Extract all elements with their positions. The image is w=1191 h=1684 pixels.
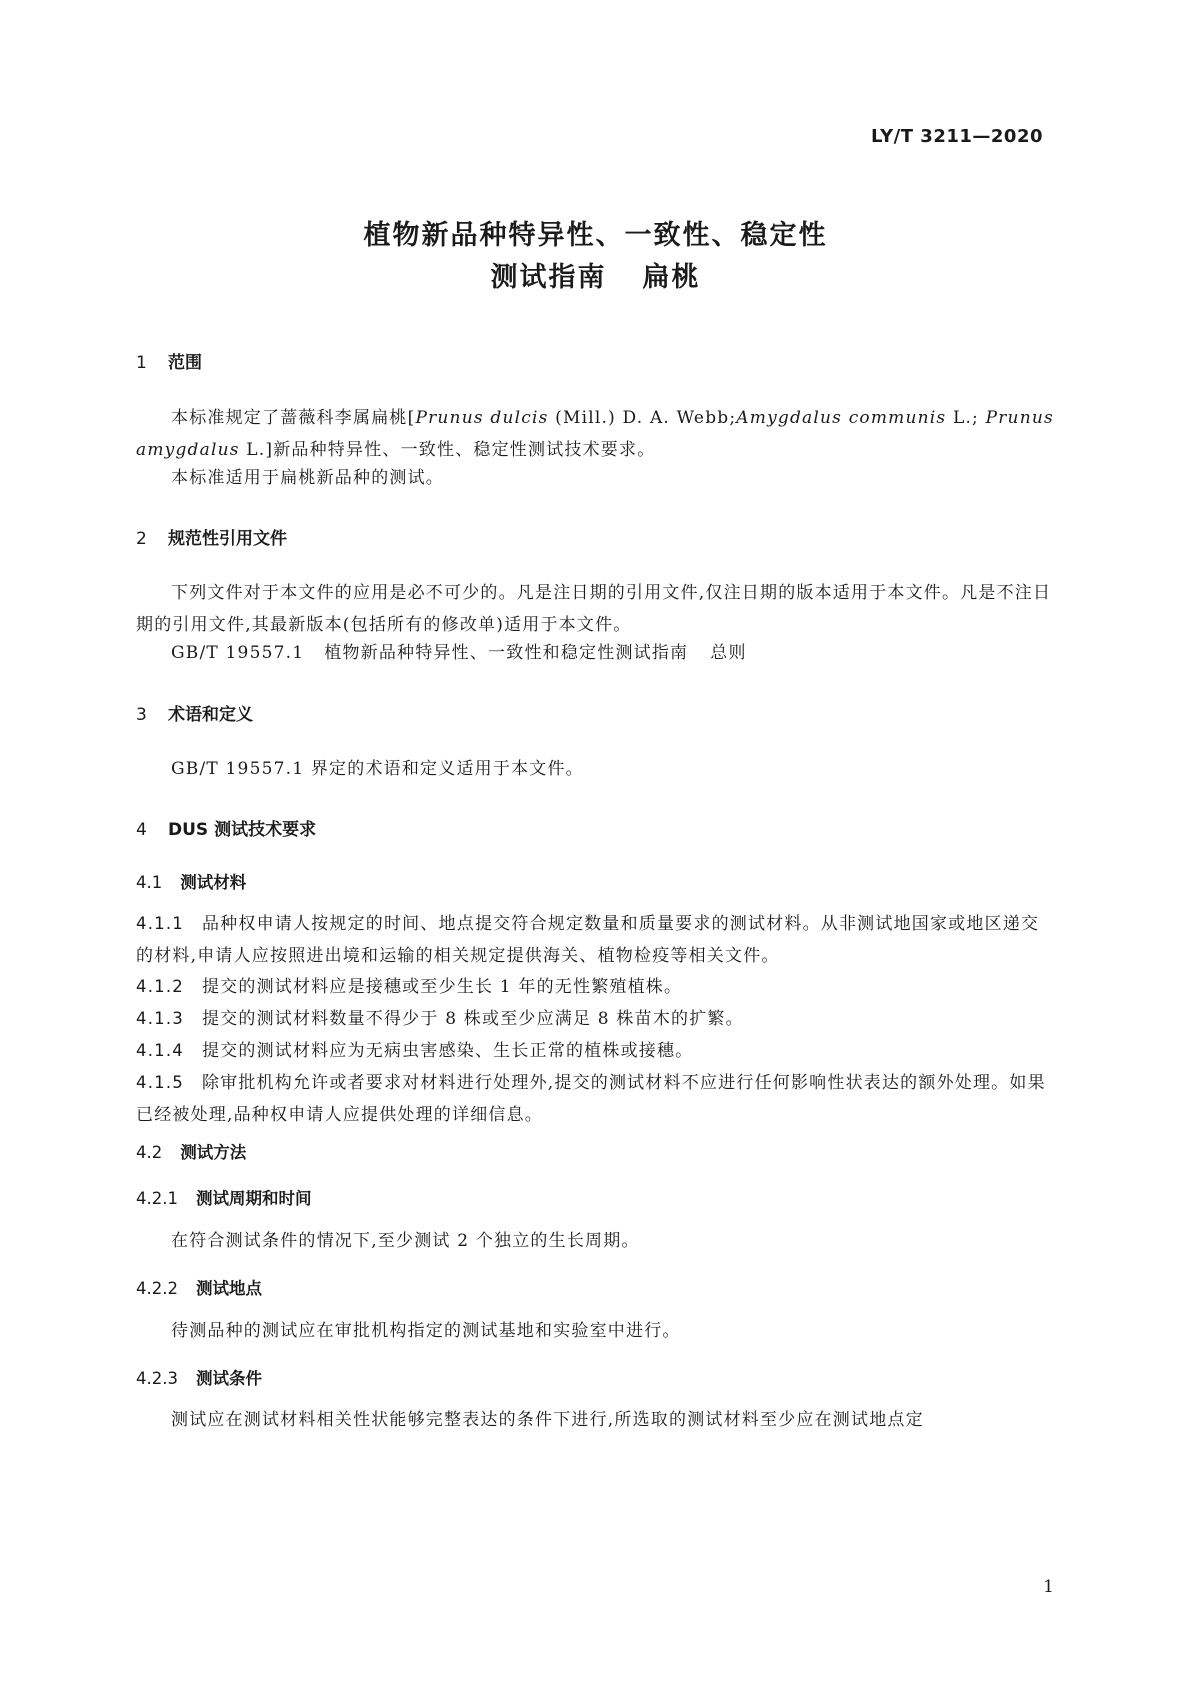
clause-number: 4.1.5	[136, 1073, 184, 1092]
section-title: 范围	[168, 353, 202, 373]
clause-number: 4.1.1	[136, 914, 184, 933]
clause-text: 除审批机构允许或者要求对材料进行处理外,提交的测试材料不应进行任何影响性状表达的额外处理。如果已经被处理,品种权申请人应提供处理的详细信息。	[136, 1073, 1046, 1125]
section-title: 测试周期和时间	[195, 1189, 312, 1208]
section-number: 4.2	[136, 1143, 163, 1162]
text-run: L.]新品种特异性、一致性、稳定性测试技术要求。	[239, 440, 656, 460]
title-part-species: 扁桃	[642, 262, 701, 293]
page-number: 1	[1043, 1577, 1054, 1597]
text-run: L.;	[946, 408, 979, 428]
section-3-paragraph-1: GB/T 19557.1 界定的术语和定义适用于本文件。	[171, 759, 584, 779]
clause-number: 4.1.4	[136, 1041, 184, 1060]
section-3-heading	[136, 700, 253, 725]
section-title: 规范性引用文件	[168, 529, 287, 549]
section-1-paragraph-2: 本标准适用于扁桃新品种的测试。	[171, 468, 444, 488]
section-title: 术语和定义	[168, 705, 253, 725]
standard-code: LY/T 3211—2020	[870, 126, 1043, 147]
clause-text: 提交的测试材料应是接穗或至少生长 1 年的无性繁殖植株。	[201, 977, 683, 997]
scientific-name: Amygdalus communis	[736, 408, 947, 428]
section-4-2-1-paragraph: 在符合测试条件的情况下,至少测试 2 个独立的生长周期。	[171, 1231, 640, 1251]
reference-part: 总则	[710, 643, 747, 663]
clause-text: 提交的测试材料数量不得少于 8 株或至少应满足 8 株苗木的扩繁。	[201, 1009, 744, 1029]
section-1-heading	[136, 348, 202, 373]
section-number: 4.2.1	[136, 1189, 178, 1208]
section-4-2-3-heading	[136, 1365, 262, 1389]
section-number: 4.1	[136, 873, 163, 892]
section-4-1-heading	[136, 869, 246, 893]
reference-title: 植物新品种特异性、一致性和稳定性测试指南	[324, 643, 689, 663]
title-part-guide: 测试指南	[490, 262, 607, 293]
section-4-heading	[136, 815, 316, 840]
section-title: 测试材料	[180, 873, 247, 892]
reference-code: GB/T 19557.1	[171, 643, 305, 663]
section-1-paragraph-1	[136, 402, 1056, 466]
section-number: 2	[136, 529, 147, 549]
section-title: 测试条件	[195, 1369, 262, 1388]
section-4-2-heading	[136, 1139, 246, 1163]
section-2-heading	[136, 524, 287, 549]
document-title-line-1: 植物新品种特异性、一致性、稳定性	[363, 220, 828, 251]
section-4-2-2-paragraph: 待测品种的测试应在审批机构指定的测试基地和实验室中进行。	[171, 1321, 681, 1341]
scientific-name: Prunus amygdalus	[136, 408, 1054, 460]
section-4-2-1-heading	[136, 1185, 311, 1209]
clause-4-1-2	[136, 971, 1056, 1003]
section-number: 4.2.3	[136, 1369, 178, 1388]
document-title-line-2	[0, 255, 1191, 294]
text-run: (Mill.) D. A. Webb;	[548, 408, 737, 428]
section-number: 4.2.2	[136, 1279, 178, 1298]
section-2-paragraph-1: 下列文件对于本文件的应用是必不可少的。凡是注日期的引用文件,仅注日期的版本适用于本文件。凡是不注日期的引用文件,其最新版本(包括所有的修改单)适用于本文件。	[136, 583, 1052, 635]
clause-number: 4.1.2	[136, 977, 184, 996]
section-number: 4	[136, 820, 147, 840]
section-number: 3	[136, 705, 147, 725]
clause-4-1-1	[136, 908, 1056, 972]
section-title: 测试方法	[180, 1143, 247, 1162]
section-4-2-3-paragraph: 测试应在测试材料相关性状能够完整表达的条件下进行,所选取的测试材料至少应在测试地点定	[171, 1410, 924, 1430]
clause-4-1-5	[136, 1067, 1056, 1131]
clause-4-1-3	[136, 1003, 1056, 1035]
clause-text: 品种权申请人按规定的时间、地点提交符合规定数量和质量要求的测试材料。从非测试地国家或地区递交的材料,申请人应按照进出境和运输的相关规定提供海关、植物检疫等相关文件。	[136, 914, 1040, 966]
text-run: 本标准规定了蔷薇科李属扁桃[	[171, 408, 416, 428]
section-title: 测试地点	[195, 1279, 262, 1298]
clause-4-1-4	[136, 1035, 1056, 1067]
section-4-2-2-heading	[136, 1275, 262, 1299]
clause-text: 提交的测试材料应为无病虫害感染、生长正常的植株或接穗。	[201, 1041, 694, 1061]
scientific-name: Prunus dulcis	[415, 408, 549, 428]
section-number: 1	[136, 353, 147, 373]
normative-reference	[136, 637, 1056, 669]
clause-number: 4.1.3	[136, 1009, 184, 1028]
section-title: DUS 测试技术要求	[168, 820, 317, 840]
